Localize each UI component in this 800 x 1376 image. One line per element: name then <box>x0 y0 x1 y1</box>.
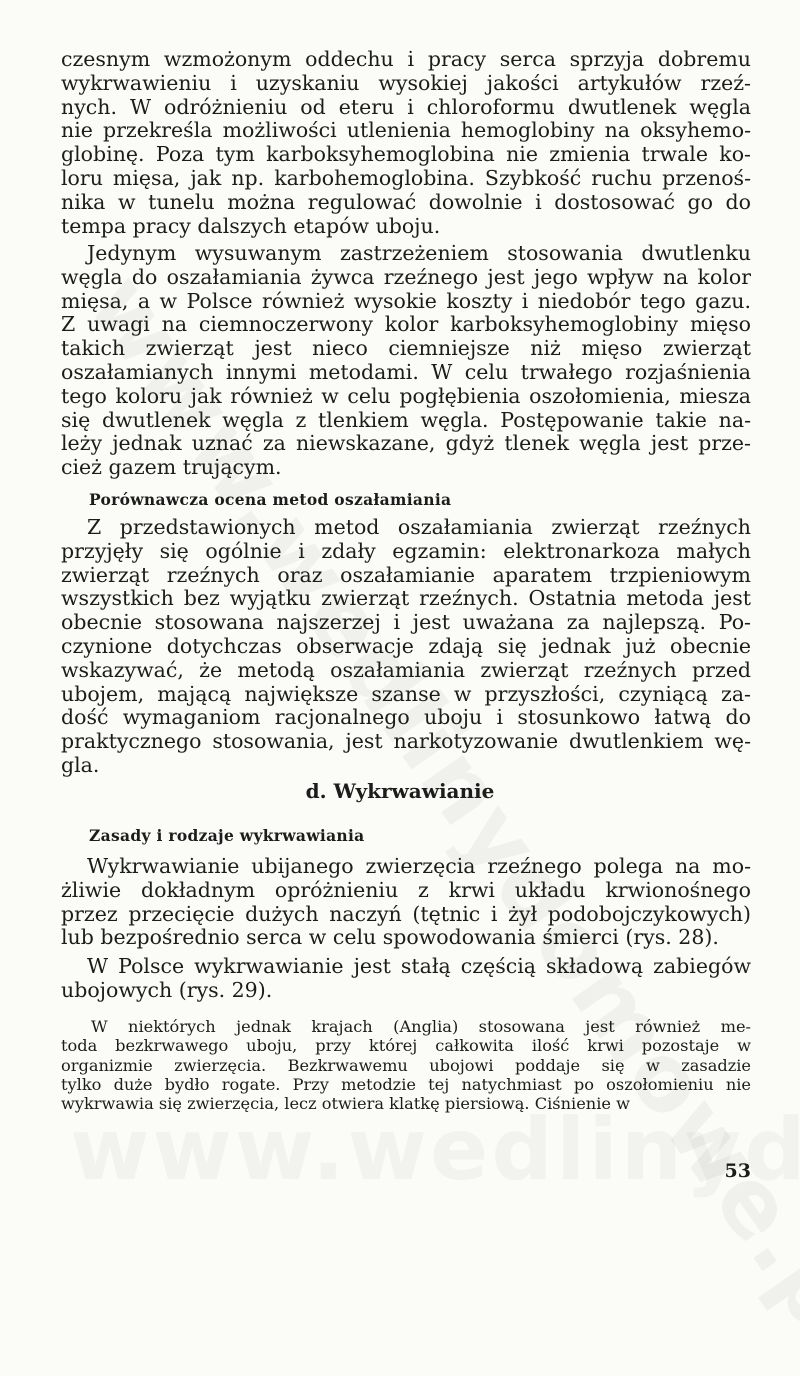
section-title: d. Wykrwawianie <box>305 779 495 803</box>
paragraph4-line: żliwie dokładnym opróżnieniu z krwi układu krwionośnego <box>61 878 751 902</box>
paragraph1-line: wykrwawieniu i uzyskaniu wysokiej jakości artykułów rzeź- <box>61 71 751 95</box>
paragraph1-line: globinę. Poza tym karboksyhemoglobina nie zmienia trwale ko- <box>61 143 751 167</box>
note-line: organizmie zwierzęcia. Bezkrwawemu ubojowi poddaje się w zasadzie <box>61 1055 751 1075</box>
note-line: W niektórych jednak krajach (Anglia) stosowana jest również me- <box>91 1017 751 1036</box>
paragraph2-line: cież gazem trującym. <box>61 456 282 480</box>
watermark-bottom <box>70 1100 800 1200</box>
paragraph4-line: przez przecięcie dużych naczyń (tętnic i żył podobojczykowych) <box>61 902 751 926</box>
paragraph5-line: ubojowych (rys. 29). <box>61 978 273 1002</box>
paragraph-2 <box>61 242 751 480</box>
subheading-comparative-evaluation: Porównawcza ocena metod oszałamiania <box>89 490 452 509</box>
paragraph1-line: nych. W odróżnieniu od eteru i chloroformu dwutlenek węgla <box>61 95 751 119</box>
paragraph3-line: wskazywać, że metodą oszałamiania zwierząt rzeźnych przed <box>61 658 751 682</box>
paragraph2-line: się dwutlenek węgla z tlenkiem węgla. Postępowanie takie na- <box>61 408 751 432</box>
paragraph-3 <box>61 516 751 778</box>
subheading-principles: Zasady i rodzaje wykrwawiania <box>89 826 365 845</box>
paragraph2-line: Z uwagi na ciemnoczerwony kolor karboksyhemoglobiny mięso <box>61 313 751 337</box>
paragraph3-line: Z przedstawionych metod oszałamiania zwierząt rzeźnych <box>87 516 751 539</box>
paragraph4-line: Wykrwawianie ubijanego zwierzęcia rzeźnego polega na mo- <box>87 855 751 878</box>
paragraph3-line: gla. <box>61 753 100 777</box>
paragraph3-line: czynione dotychczas obserwacje zdają się jednak już obecnie <box>61 634 751 658</box>
paragraph-4 <box>61 855 751 950</box>
paragraph-5 <box>61 955 751 1003</box>
paragraph5-line: W Polsce wykrwawianie jest stałą częścią składową zabiegów <box>87 955 751 978</box>
note-line: tylko duże bydło rogate. Przy metodzie tej natychmiast po oszołomieniu nie <box>61 1074 751 1094</box>
paragraph3-line: obecnie stosowana najszerzej i jest uważana za najlepszą. Po- <box>61 611 751 635</box>
paragraph1-line: nie przekreśla możliwości utlenienia hemoglobiny na oksyhemo- <box>61 119 751 143</box>
paragraph3-line: dość wymaganiom racjonalnego uboju i stosunkowo łatwą do <box>61 706 751 730</box>
paragraph1-line: nika w tunelu można regulować dowolnie i dostosować go do <box>61 190 751 214</box>
paragraph2-line: oszałamianych innymi metodami. W celu trwałego rozjaśnienia <box>61 360 751 384</box>
paragraph3-line: przyjęły się ogólnie i zdały egzamin: elektronarkoza małych <box>61 539 751 563</box>
page-number: 53 <box>724 1160 751 1182</box>
paragraph1-line: loru mięsa, jak np. karbohemoglobina. Szybkość ruchu przenoś- <box>61 166 751 190</box>
paragraph2-line: Jedynym wysuwanym zastrzeżeniem stosowania dwutlenku <box>87 242 751 265</box>
paragraph3-line: praktycznego stosowania, jest narkotyzowanie dwutlenkiem wę- <box>61 730 751 754</box>
paragraph2-line: węgla do oszałamiania żywca rzeźnego jest jego wpływ na kolor <box>61 265 751 289</box>
note-line: wykrwawia się zwierzęcia, lecz otwiera klatkę piersiową. Ciśnienie w <box>61 1094 630 1114</box>
paragraph2-line: leży jednak uznać za niewskazane, gdyż tlenek węgla jest prze- <box>61 432 751 456</box>
note-line: toda bezkrwawego uboju, przy której całkowita ilość krwi pozostaje w <box>61 1036 751 1056</box>
paragraph1-line: czesnym wzmożonym oddechu i pracy serca sprzyja dobremu <box>61 48 751 71</box>
small-print-note <box>61 1017 751 1113</box>
paragraph2-line: takich zwierząt jest nieco ciemniejsze niż mięso zwierząt <box>61 337 751 361</box>
paragraph2-line: tego koloru jak również w celu pogłębienia oszołomienia, miesza <box>61 384 751 408</box>
paragraph1-line: tempa pracy dalszych etapów uboju. <box>61 214 441 238</box>
paragraph3-line: zwierząt rzeźnych oraz oszałamianie aparatem trzpieniowym <box>61 563 751 587</box>
paragraph3-line: ubojem, mającą największe szanse w przyszłości, czyniącą za- <box>61 682 751 706</box>
paragraph3-line: wszystkich bez wyjątku zwierząt rzeźnych. Ostatnia metoda jest <box>61 587 751 611</box>
paragraph-1 <box>61 48 751 238</box>
paragraph4-line: lub bezpośrednio serca w celu spowodowania śmierci (rys. 28). <box>61 926 719 950</box>
paragraph2-line: mięsa, a w Polsce również wysokie koszty i niedobór tego gazu. <box>61 289 751 313</box>
